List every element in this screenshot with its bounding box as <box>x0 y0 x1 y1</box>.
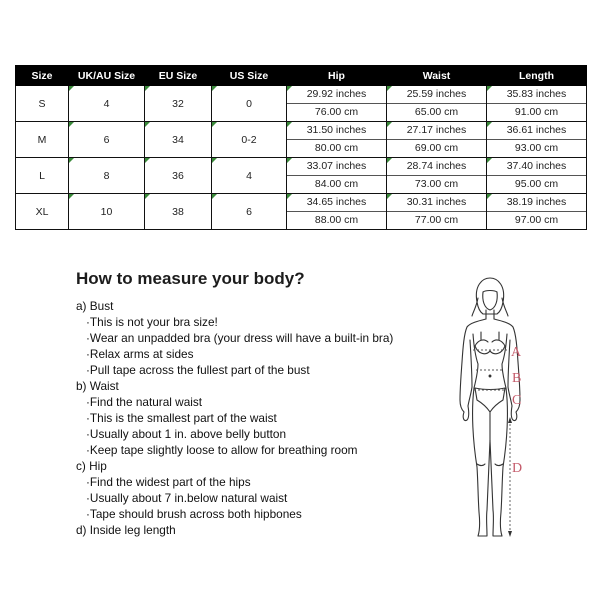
hip-cell-cm: 80.00 cm <box>314 142 359 154</box>
waist-cell-cm: 73.00 cm <box>414 178 459 190</box>
length-cell-cm: 93.00 cm <box>514 142 559 154</box>
instruction-item: ·Usually about 1 in. above belly button <box>86 427 287 441</box>
instruction-item: ·Keep tape slightly loose to allow for breathing room <box>86 443 358 457</box>
eu-size-cell: 34 <box>145 122 212 158</box>
hip-cell-inches: 34.65 inches <box>287 194 386 212</box>
us-size-cell: 0 <box>212 86 287 122</box>
size-cell: XL <box>16 194 69 230</box>
size-cell: M <box>16 122 69 158</box>
instruction-item: ·Find the widest part of the hips <box>86 475 251 489</box>
instruction-item: ·Tape should brush across both hipbones <box>86 507 302 521</box>
length-cell-inches: 36.61 inches <box>487 122 586 140</box>
size-table-header: Size <box>16 66 69 86</box>
uk-size-cell: 8 <box>69 158 145 194</box>
uk-size-cell: 6 <box>69 122 145 158</box>
length-cell-cm: 97.00 cm <box>514 214 559 226</box>
instruction-item: ·Wear an unpadded bra (your dress will have a built-in bra) <box>86 331 394 345</box>
length-cell <box>487 158 587 194</box>
body-measure-figure <box>440 272 560 547</box>
size-chart-table <box>15 65 587 230</box>
size-table-row <box>16 194 587 230</box>
hip-cell <box>287 158 387 194</box>
waist-cell-inches: 30.31 inches <box>387 194 486 212</box>
hip-cell-inches: 31.50 inches <box>287 122 386 140</box>
length-cell <box>487 122 587 158</box>
waist-cell-cm: 65.00 cm <box>414 106 459 118</box>
instruction-item: ·Relax arms at sides <box>86 347 194 361</box>
marker-c-label: C <box>512 393 522 408</box>
eu-size-cell: 38 <box>145 194 212 230</box>
hip-cell-cm: 76.00 cm <box>314 106 359 118</box>
size-table-header: EU Size <box>145 66 212 86</box>
length-cell <box>487 86 587 122</box>
hip-cell-inches: 29.92 inches <box>287 86 386 104</box>
hip-cell <box>287 122 387 158</box>
size-table-header: Waist <box>387 66 487 86</box>
eu-size-cell: 32 <box>145 86 212 122</box>
waist-cell-inches: 25.59 inches <box>387 86 486 104</box>
hip-cell <box>287 194 387 230</box>
size-table-header: Length <box>487 66 587 86</box>
marker-b-label: B <box>512 371 522 386</box>
size-cell: L <box>16 158 69 194</box>
measure-title: How to measure your body? <box>76 269 305 288</box>
instruction-heading: d) Inside leg length <box>76 523 176 537</box>
length-cell <box>487 194 587 230</box>
uk-size-cell: 10 <box>69 194 145 230</box>
waist-cell-inches: 28.74 inches <box>387 158 486 176</box>
length-cell-cm: 91.00 cm <box>514 106 559 118</box>
waist-cell-inches: 27.17 inches <box>387 122 486 140</box>
uk-size-cell: 4 <box>69 86 145 122</box>
hip-cell <box>287 86 387 122</box>
us-size-cell: 0-2 <box>212 122 287 158</box>
us-size-cell: 6 <box>212 194 287 230</box>
measure-instructions <box>76 298 393 538</box>
body-outline-illustration <box>440 272 560 547</box>
instruction-item: ·This is the smallest part of the waist <box>86 411 277 425</box>
instruction-heading: c) Hip <box>76 459 107 473</box>
size-table-row <box>16 86 587 122</box>
waist-cell-cm: 77.00 cm <box>414 214 459 226</box>
size-cell: S <box>16 86 69 122</box>
instruction-heading: b) Waist <box>76 379 119 393</box>
marker-d-label: D <box>512 461 523 476</box>
waist-cell <box>387 194 487 230</box>
length-cell-inches: 38.19 inches <box>487 194 586 212</box>
instruction-heading: a) Bust <box>76 299 114 313</box>
size-table-header-row <box>16 66 587 86</box>
size-table-row <box>16 122 587 158</box>
instruction-item: ·Find the natural waist <box>86 395 203 409</box>
waist-cell <box>387 158 487 194</box>
instruction-item: ·Pull tape across the fullest part of the bust <box>86 363 310 377</box>
hip-cell-inches: 33.07 inches <box>287 158 386 176</box>
size-table-row <box>16 158 587 194</box>
instruction-item: ·This is not your bra size! <box>86 315 218 329</box>
waist-cell <box>387 86 487 122</box>
length-cell-cm: 95.00 cm <box>514 178 559 190</box>
marker-a-label: A <box>511 345 522 360</box>
waist-cell-cm: 69.00 cm <box>414 142 459 154</box>
length-cell-inches: 37.40 inches <box>487 158 586 176</box>
size-table-header: Hip <box>287 66 387 86</box>
eu-size-cell: 36 <box>145 158 212 194</box>
waist-cell <box>387 122 487 158</box>
hip-cell-cm: 84.00 cm <box>314 178 359 190</box>
instruction-item: ·Usually about 7 in.below natural waist <box>86 491 288 505</box>
us-size-cell: 4 <box>212 158 287 194</box>
hip-cell-cm: 88.00 cm <box>314 214 359 226</box>
length-cell-inches: 35.83 inches <box>487 86 586 104</box>
size-table-header: UK/AU Size <box>69 66 145 86</box>
size-table-header: US Size <box>212 66 287 86</box>
